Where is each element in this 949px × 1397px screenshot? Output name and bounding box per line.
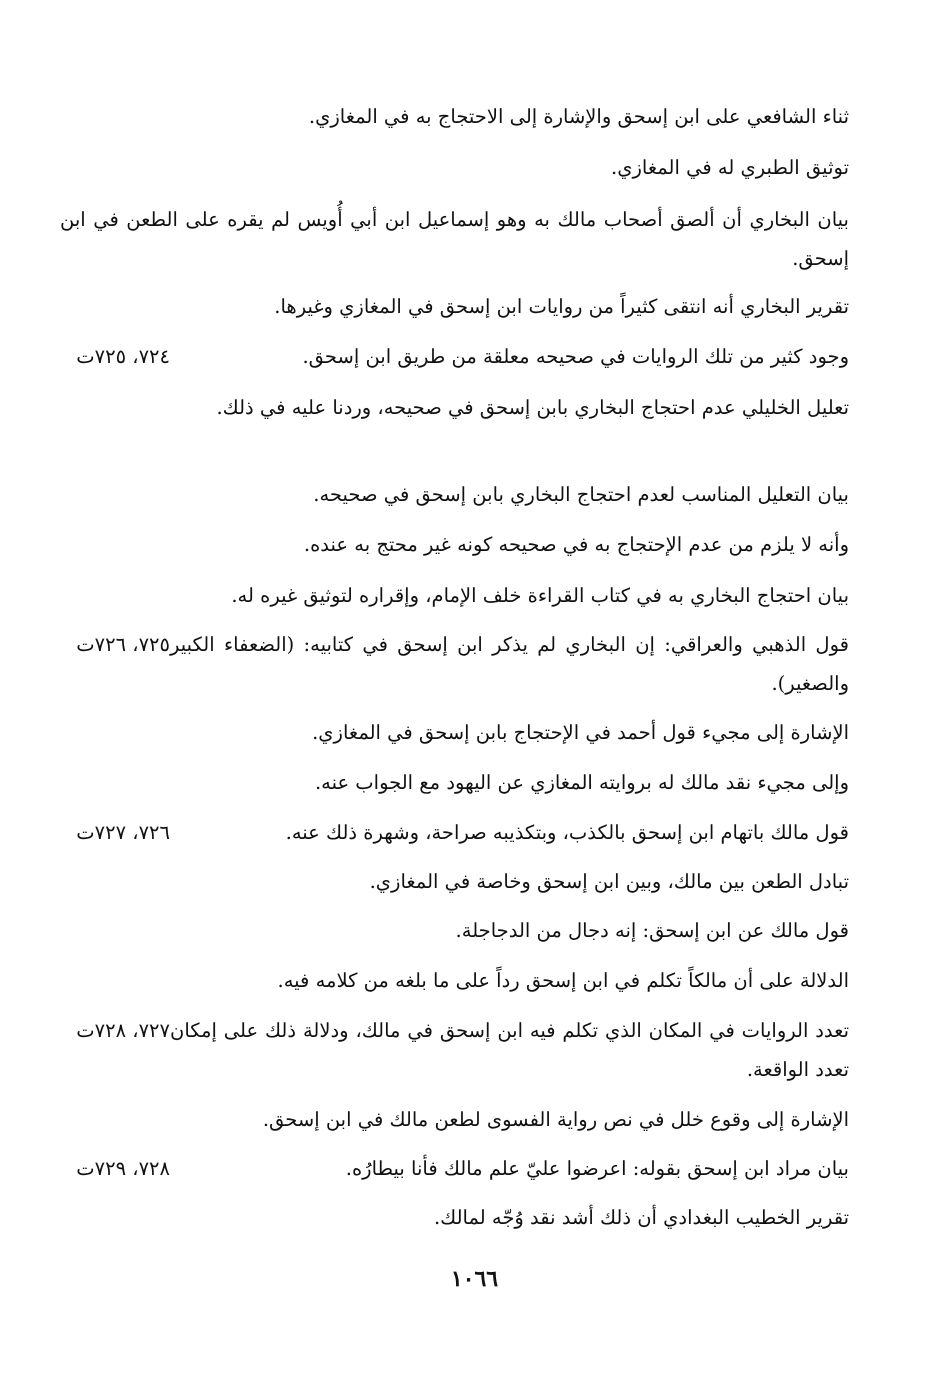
entry-text: قول الذهبي والعراقي: إن البخاري لم يذكر ابن إسحق في كتابيه: (الضعفاء الكبير والصغير). bbox=[170, 633, 849, 695]
entry-text: وإلى مجيء نقد مالك له بروايته المغازي عن اليهود مع الجواب عنه. bbox=[314, 771, 849, 794]
index-entry bbox=[60, 1100, 849, 1139]
entry-text: الدلالة على أن مالكاً تكلم في ابن إسحق رداً على ما بلغه من كلامه فيه. bbox=[277, 969, 849, 992]
entry-text: تقرير البخاري أنه انتقى كثيراً من روايات ابن إسحق في المغازي وغيرها. bbox=[274, 295, 849, 318]
page-refs: ٧٢٤، ٧٢٥ت bbox=[76, 345, 170, 368]
index-entry bbox=[60, 1149, 849, 1188]
entry-text: بيان مراد ابن إسحق بقوله: اعرضوا عليّ علم مالك فأنا بيطارُه. bbox=[345, 1157, 849, 1180]
index-entry bbox=[60, 961, 849, 1000]
page-refs: ٧٢٥، ٧٢٦ت bbox=[76, 633, 170, 656]
entry-text: بيان احتجاج البخاري به في كتاب القراءة خلف الإمام، وإقراره لتوثيق غيره له. bbox=[231, 584, 849, 607]
index-entry bbox=[60, 1198, 849, 1237]
index-entry bbox=[60, 713, 849, 752]
entry-text: قول مالك عن ابن إسحق: إنه دجال من الدجاجلة. bbox=[455, 919, 849, 942]
entry-text: وأنه لا يلزم من عدم الإحتجاج به في صحيحه كونه غير محتج به عنده. bbox=[303, 533, 849, 556]
index-entry bbox=[60, 862, 849, 901]
index-entry bbox=[60, 763, 849, 802]
entry-text: تعليل الخليلي عدم احتجاج البخاري بابن إسحق في صحيحه، وردنا عليه في ذلك. bbox=[216, 396, 849, 419]
index-entry bbox=[60, 337, 849, 376]
entry-text: توثيق الطبري له في المغازي. bbox=[611, 156, 849, 179]
index-entry bbox=[60, 287, 849, 326]
entry-text: بيان البخاري أن ألصق أصحاب مالك به وهو إسماعيل ابن أبي أُويس لم يقره على الطعن في ابن إسحق. bbox=[60, 208, 849, 270]
entry-text: تبادل الطعن بين مالك، وبين ابن إسحق وخاصة في المغازي. bbox=[369, 870, 849, 893]
index-entry bbox=[60, 148, 849, 187]
index-entry bbox=[60, 200, 849, 278]
page-refs: ٧٢٦، ٧٢٧ت bbox=[76, 821, 170, 844]
entry-text: الإشارة إلى مجيء قول أحمد في الإحتجاج بابن إسحق في المغازي. bbox=[312, 721, 849, 744]
index-entry bbox=[60, 97, 849, 136]
entry-text: تعدد الروايات في المكان الذي تكلم فيه ابن إسحق في مالك، ودلالة ذلك على إمكان تعدد الواقعة. bbox=[170, 1019, 849, 1081]
entry-text: قول مالك باتهام ابن إسحق بالكذب، وبتكذيبه صراحة، وشهرة ذلك عنه. bbox=[285, 821, 849, 844]
index-entry bbox=[60, 625, 849, 703]
index-entry bbox=[60, 576, 849, 615]
index-entry bbox=[60, 475, 849, 514]
entry-text: بيان التعليل المناسب لعدم احتجاج البخاري بابن إسحق في صحيحه. bbox=[313, 483, 849, 506]
entry-text: وجود كثير من تلك الروايات في صحيحه معلقة من طريق ابن إسحق. bbox=[302, 345, 849, 368]
entry-text: ثناء الشافعي على ابن إسحق والإشارة إلى الاحتجاج به في المغازي. bbox=[308, 105, 849, 128]
index-entry bbox=[60, 388, 849, 427]
index-entry bbox=[60, 1011, 849, 1089]
entry-text: تقرير الخطيب البغدادي أن ذلك أشد نقد وُجّه لمالك. bbox=[433, 1206, 849, 1229]
page-number: ١٠٦٦ bbox=[450, 1266, 499, 1292]
entry-text: الإشارة إلى وقوع خلل في نص رواية الفسوى لطعن مالك في ابن إسحق. bbox=[262, 1108, 849, 1131]
index-entry bbox=[60, 525, 849, 564]
page-refs: ٧٢٧، ٧٢٨ت bbox=[76, 1019, 170, 1042]
index-entry bbox=[60, 813, 849, 852]
page-refs: ٧٢٨، ٧٢٩ت bbox=[76, 1157, 170, 1180]
index-entry bbox=[60, 911, 849, 950]
